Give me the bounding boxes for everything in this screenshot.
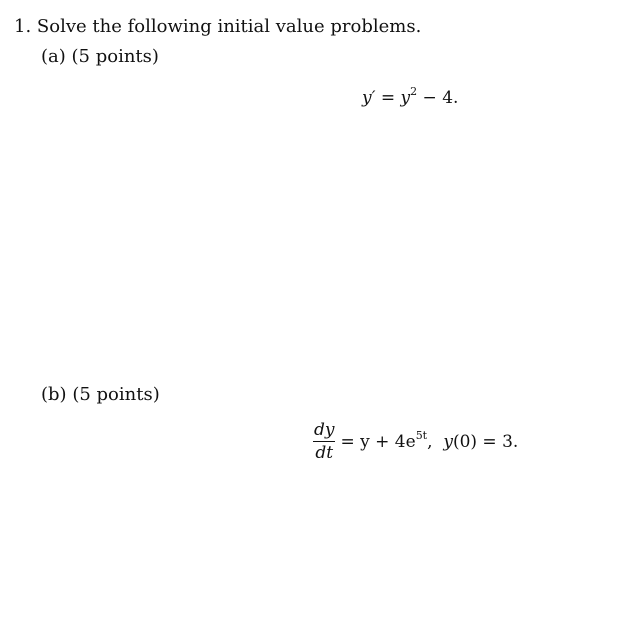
part-b-numerator: dy (314, 420, 335, 440)
problem-instruction: Solve the following initial value problems. (36, 16, 422, 37)
part-a-points: (5 points) (71, 46, 159, 67)
part-a-letter: (a) (41, 46, 66, 67)
part-b-ic-lhs: y (443, 431, 453, 452)
part-b-equation (312, 420, 518, 463)
part-b-letter: (b) (41, 384, 67, 405)
part-a-lhs: y′ (362, 88, 376, 108)
part-b-rhs-exponent: 5t (415, 428, 428, 442)
part-b-ic-rest: (0) = 3. (452, 431, 519, 452)
problem-heading (14, 16, 421, 37)
part-a-equation (362, 85, 459, 108)
problem-number: 1. (14, 16, 32, 37)
part-b-fraction (312, 420, 337, 463)
part-b-points: (5 points) (72, 384, 160, 405)
part-a-equals: = (380, 88, 396, 108)
part-b-separator: , (427, 431, 444, 452)
part-a-label (41, 46, 159, 67)
part-b-label (41, 384, 160, 405)
part-b-rhs-main: = y + 4e (340, 431, 416, 452)
part-a-rhs-tail: − 4. (417, 88, 459, 108)
part-a-rhs-base: y (400, 88, 411, 108)
part-a-rhs-exponent: 2 (410, 85, 418, 98)
part-b-denominator: dt (315, 443, 334, 463)
part-b-rhs (340, 428, 519, 452)
